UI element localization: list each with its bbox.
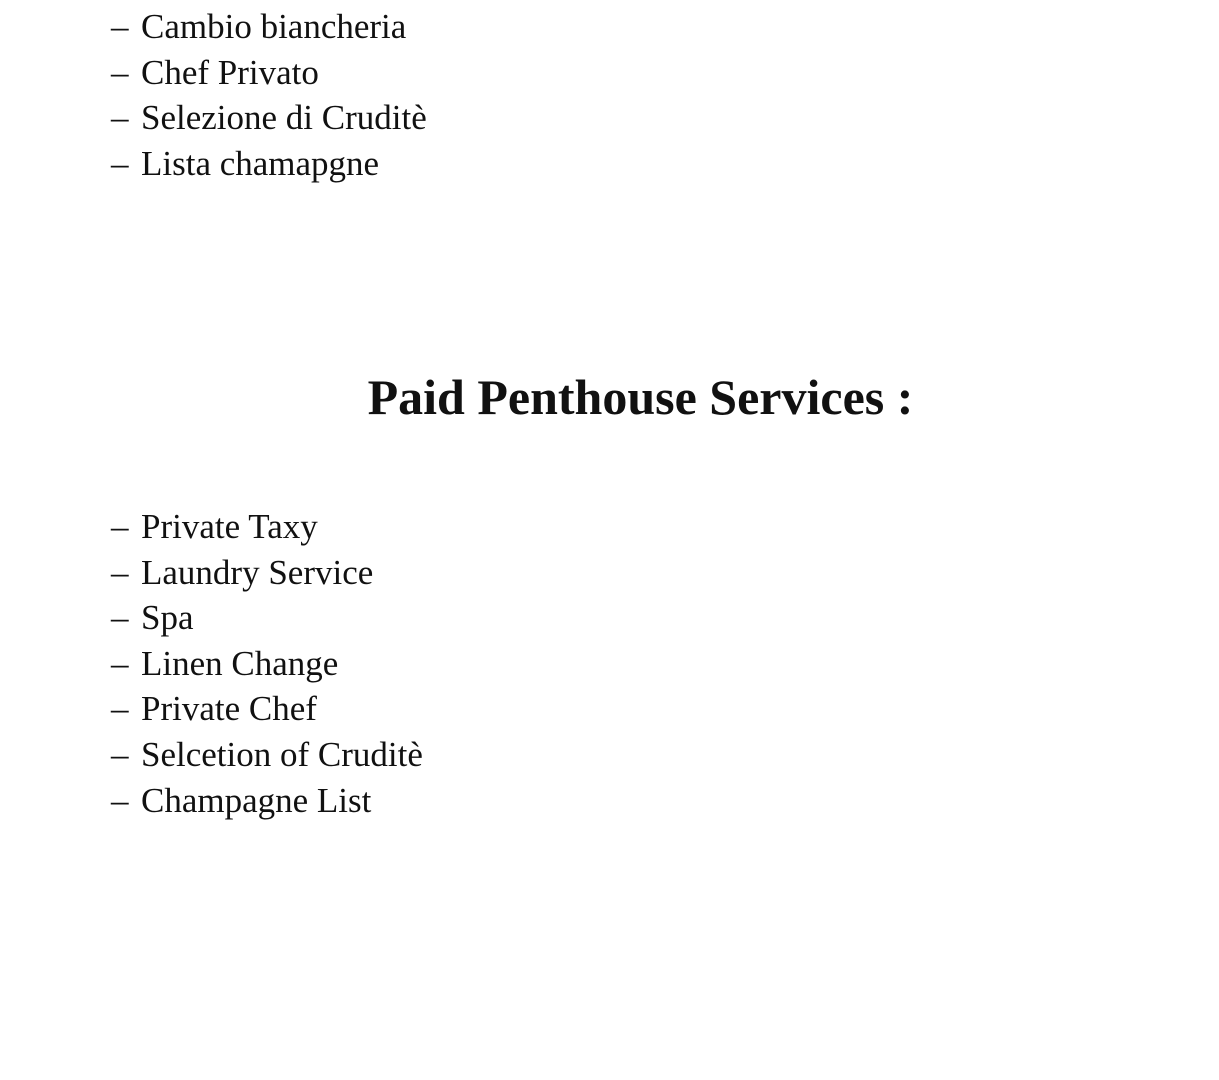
service-label: Chef Privato bbox=[141, 52, 319, 92]
service-label: Laundry Service bbox=[141, 552, 374, 592]
bullet-dash: – bbox=[111, 52, 129, 92]
service-label: Lista chamapgne bbox=[141, 143, 380, 183]
list-item bbox=[111, 641, 423, 687]
bullet-dash: – bbox=[111, 689, 129, 729]
bullet-dash: – bbox=[111, 143, 129, 183]
service-label: Linen Change bbox=[141, 643, 339, 683]
service-label: Selezione di Cruditè bbox=[141, 98, 427, 138]
service-label: Champagne List bbox=[141, 780, 372, 820]
bullet-dash: – bbox=[111, 734, 129, 774]
list-item bbox=[111, 504, 423, 550]
service-label: Spa bbox=[141, 598, 194, 638]
bullet-dash: – bbox=[111, 598, 129, 638]
bullet-dash: – bbox=[111, 643, 129, 683]
english-services-list bbox=[111, 504, 423, 823]
italian-services-list bbox=[111, 4, 427, 186]
service-label: Selcetion of Cruditè bbox=[141, 734, 423, 774]
list-item bbox=[111, 595, 423, 641]
list-item bbox=[111, 550, 423, 596]
list-item bbox=[111, 50, 427, 96]
page-title: Paid Penthouse Services : bbox=[367, 369, 914, 425]
bullet-dash: – bbox=[111, 507, 129, 546]
bullet-dash: – bbox=[111, 780, 129, 820]
bullet-dash: – bbox=[111, 7, 129, 46]
service-label: Private Chef bbox=[141, 689, 317, 729]
service-label: Cambio biancheria bbox=[141, 7, 407, 46]
list-item bbox=[111, 686, 423, 732]
list-item bbox=[111, 732, 423, 778]
service-label: Private Taxy bbox=[141, 507, 318, 546]
list-item bbox=[111, 4, 427, 50]
bullet-dash: – bbox=[111, 552, 129, 592]
list-item bbox=[111, 95, 427, 141]
list-item bbox=[111, 141, 427, 187]
bullet-dash: – bbox=[111, 98, 129, 138]
list-item bbox=[111, 778, 423, 824]
